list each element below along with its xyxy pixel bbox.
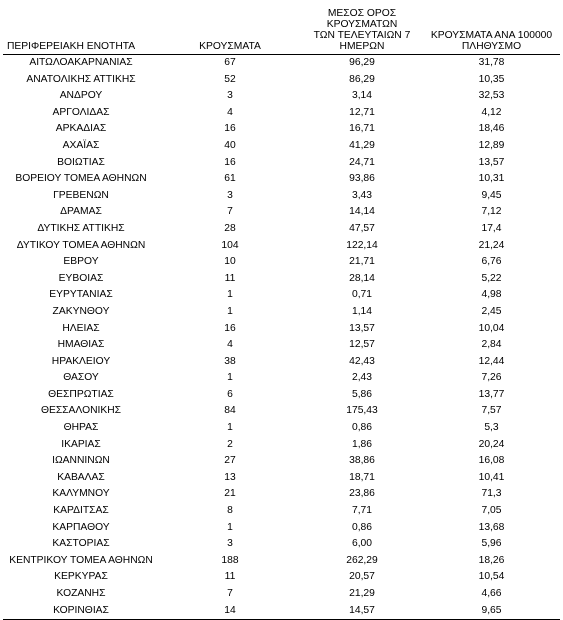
cell-avg7: 1,86 [351,438,373,450]
cell-per100k: 13,77 [478,388,505,400]
cell-cases: 28 [224,222,236,234]
cell-region: ΑΧΑΪΑΣ [62,139,100,151]
header-avg7 [301,8,423,55]
cell-per100k: 31,78 [478,57,505,68]
cell-avg7: 0,86 [351,422,373,434]
cell-avg7: 41,29 [349,139,375,151]
cell-cases: 14 [159,603,301,620]
cell-region: ΔΥΤΙΚΟΥ ΤΟΜΕΑ ΑΘΗΝΩΝ [16,239,146,251]
header-region-label: ΠΕΡΙΦΕΡΕΙΑΚΗ ΕΝΟΤΗΤΑ [7,41,136,52]
header-avg7-line2: ΤΩΝ ΤΕΛΕΥΤΑΙΩΝ 7 [313,30,411,41]
cell-cases: 16 [224,123,236,135]
cell-avg7: 1,14 [351,305,373,317]
cell-cases: 7 [227,588,233,599]
cell-region: ΖΑΚΥΝΘΟΥ [52,305,110,317]
header-avg7-line1: ΜΕΣΟΣ ΟΡΟΣ ΚΡΟΥΣΜΑΤΩΝ [326,8,398,30]
cell-avg7: 28,14 [349,272,375,284]
cell-per100k: 18,26 [478,554,505,566]
table-row [3,437,560,454]
table-row [3,503,560,520]
cell-region: ΚΑΡΔΙΤΣΑΣ [53,505,109,517]
cell-avg7: 93,86 [349,173,375,185]
cell-per100k: 2,45 [481,305,502,317]
cell-region: ΚΕΝΤΡΙΚΟΥ ΤΟΜΕΑ ΑΘΗΝΩΝ [9,554,153,566]
cell-per100k: 10,41 [478,471,505,483]
cell-region: ΚΟΡΙΝΘΙΑΣ [3,603,159,620]
cell-region: ΑΝΔΡΟΥ [59,90,103,102]
cell-region: ΚΟΖΑΝΗΣ [56,588,106,599]
table-row [3,470,560,487]
cell-per100k: 7,57 [481,405,502,417]
table-row [3,304,560,321]
cell-cases: 6 [227,388,233,400]
cell-per100k: 7,12 [481,206,502,218]
cell-region: ΗΛΕΙΑΣ [62,322,100,334]
cell-per100k: 5,96 [481,538,502,550]
cell-cases: 38 [224,355,236,367]
cell-avg7: 21,71 [349,256,375,268]
table-row [3,287,560,304]
table-body [3,55,560,620]
cell-avg7: 3,14 [351,90,373,102]
cell-avg7: 38,86 [349,455,375,467]
cell-cases: 16 [224,156,236,168]
table-row [3,254,560,271]
cell-avg7: 0,71 [351,289,373,301]
cell-region: ΕΒΡΟΥ [63,256,99,268]
cell-per100k: 32,53 [478,90,505,102]
cell-cases: 16 [224,322,236,334]
cell-avg7: 7,71 [351,505,373,517]
cell-avg7: 86,29 [349,73,375,85]
cell-cases: 11 [224,272,236,284]
cell-region: ΚΑΒΑΛΑΣ [57,471,105,483]
cell-avg7: 5,86 [351,388,373,400]
cell-region: ΘΕΣΠΡΩΤΙΑΣ [48,388,114,400]
cell-per100k: 4,98 [481,289,502,301]
cell-avg7: 20,57 [349,571,375,583]
cell-per100k: 18,46 [478,123,505,135]
cell-per100k: 21,24 [478,239,505,251]
table-row [3,221,560,238]
cell-avg7: 16,71 [349,123,375,135]
cell-cases: 1 [227,372,233,384]
cell-region: ΑΝΑΤΟΛΙΚΗΣ ΑΤΤΙΚΗΣ [26,73,136,85]
cell-cases: 104 [221,239,239,251]
table-row [3,88,560,105]
table-row [3,536,560,553]
cell-avg7: 14,57 [301,603,423,620]
cell-avg7: 262,29 [346,554,378,566]
cell-cases: 188 [221,554,239,566]
header-per100k-line1: ΚΡΟΥΣΜΑΤΑ ΑΝΑ 100000 [430,30,553,41]
cell-cases: 10 [224,256,236,268]
cell-cases: 8 [227,505,233,517]
table-row [3,354,560,371]
cell-per100k: 9,65 [423,603,560,620]
cell-cases: 4 [227,106,233,118]
table-row [3,387,560,404]
cell-avg7: 175,43 [346,405,378,417]
cell-avg7: 24,71 [349,156,375,168]
cell-cases: 84 [224,405,236,417]
cell-region: ΓΡΕΒΕΝΩΝ [53,189,109,201]
cell-cases: 27 [224,455,236,467]
cell-cases: 1 [227,289,233,301]
cell-per100k: 5,22 [481,272,502,284]
cell-avg7: 13,57 [349,322,375,334]
cases-table-container [3,8,560,620]
cell-cases: 21 [224,488,236,500]
cell-cases: 67 [224,57,236,68]
cases-by-region-table [3,8,560,620]
cell-cases: 3 [227,538,233,550]
cell-region: ΘΗΡΑΣ [63,422,99,434]
cell-region: ΚΑΛΥΜΝΟΥ [52,488,110,500]
cell-per100k: 10,54 [478,571,505,583]
cell-per100k: 2,84 [481,339,502,351]
table-row [3,486,560,503]
table-row [3,171,560,188]
cell-region: ΔΡΑΜΑΣ [60,206,102,218]
table-row [3,586,560,603]
table-row [3,55,560,72]
cell-avg7: 42,43 [349,355,375,367]
cell-per100k: 6,76 [481,256,502,268]
cell-avg7: 47,57 [349,222,375,234]
cell-per100k: 13,57 [478,156,505,168]
table-row [3,72,560,89]
cell-avg7: 6,00 [351,538,373,550]
table-row [3,420,560,437]
cell-region: ΘΕΣΣΑΛΟΝΙΚΗΣ [40,405,122,417]
cell-avg7: 96,29 [349,57,375,68]
cell-per100k: 10,31 [478,173,505,185]
cell-region: ΑΡΓΟΛΙΔΑΣ [52,106,110,118]
cell-cases: 3 [227,90,233,102]
table-header [3,8,560,55]
cell-per100k: 4,12 [481,106,502,118]
table-row [3,271,560,288]
cell-cases: 1 [227,521,233,533]
cell-region: ΙΩΑΝΝΙΝΩΝ [52,455,110,467]
cell-avg7: 23,86 [349,488,375,500]
table-row [3,138,560,155]
table-row [3,155,560,172]
cell-per100k: 12,89 [478,139,505,151]
cell-per100k: 10,35 [478,73,505,85]
cell-region: ΙΚΑΡΙΑΣ [61,438,101,450]
table-row [3,453,560,470]
table-row [3,403,560,420]
cell-region: ΗΜΑΘΙΑΣ [57,339,105,351]
cell-per100k: 13,68 [478,521,505,533]
header-avg7-line3: ΗΜΕΡΩΝ [339,41,385,52]
cell-region: ΒΟΡΕΙΟΥ ΤΟΜΕΑ ΑΘΗΝΩΝ [15,173,147,185]
cell-cases: 11 [224,571,236,583]
cell-avg7: 122,14 [346,239,378,251]
header-per100k-line2: ΠΛΗΘΥΣΜΟ [461,41,522,52]
cell-per100k: 20,24 [478,438,505,450]
table-row [3,569,560,586]
cell-per100k: 12,44 [478,355,505,367]
cell-avg7: 3,43 [351,189,373,201]
cell-region: ΒΟΙΩΤΙΑΣ [57,156,105,168]
cell-cases: 3 [227,189,233,201]
cell-cases: 2 [227,438,233,450]
header-region [3,8,159,55]
table-row [3,603,560,620]
cell-per100k: 9,45 [481,189,502,201]
cell-region: ΚΑΣΤΟΡΙΑΣ [52,538,110,550]
cell-region: ΕΥΒΟΙΑΣ [58,272,104,284]
cell-avg7: 2,43 [351,372,373,384]
table-row [3,121,560,138]
cell-per100k: 7,26 [481,372,502,384]
cell-per100k: 71,3 [481,488,502,500]
cell-region: ΑΙΤΩΛΟΑΚΑΡΝΑΝΙΑΣ [29,57,133,68]
cell-cases: 7 [227,206,233,218]
table-row [3,321,560,338]
cell-avg7: 21,29 [349,588,375,599]
table-row [3,337,560,354]
cell-avg7: 14,14 [349,206,375,218]
table-row [3,520,560,537]
cell-per100k: 10,04 [478,322,505,334]
cell-region: ΚΕΡΚΥΡΑΣ [54,571,108,583]
cell-cases: 1 [227,305,233,317]
table-row [3,370,560,387]
cell-region: ΕΥΡΥΤΑΝΙΑΣ [49,289,113,301]
header-per100k [423,8,560,55]
cell-avg7: 18,71 [349,471,375,483]
cell-region: ΚΑΡΠΑΘΟΥ [52,521,110,533]
cell-cases: 1 [227,422,233,434]
header-row [3,8,560,55]
cell-cases: 13 [224,471,236,483]
cell-region: ΘΑΣΟΥ [63,372,99,384]
cell-per100k: 17,4 [481,222,502,234]
table-row [3,105,560,122]
cell-per100k: 7,05 [481,505,502,517]
cell-cases: 52 [224,73,236,85]
table-row [3,204,560,221]
header-cases-label: ΚΡΟΥΣΜΑΤΑ [199,41,261,52]
header-cases [159,8,301,55]
cell-cases: 40 [224,139,236,151]
cell-per100k: 5,3 [484,422,499,434]
cell-avg7: 0,86 [351,521,373,533]
cell-per100k: 4,66 [481,588,502,599]
table-row [3,553,560,570]
cell-region: ΗΡΑΚΛΕΙΟΥ [51,355,111,367]
cell-region: ΑΡΚΑΔΙΑΣ [55,123,107,135]
table-row [3,238,560,255]
cell-cases: 4 [227,339,233,351]
cell-per100k: 16,08 [478,455,505,467]
cell-cases: 61 [224,173,236,185]
cell-avg7: 12,71 [349,106,375,118]
table-row [3,188,560,205]
cell-avg7: 12,57 [349,339,375,351]
cell-region: ΔΥΤΙΚΗΣ ΑΤΤΙΚΗΣ [37,222,125,234]
